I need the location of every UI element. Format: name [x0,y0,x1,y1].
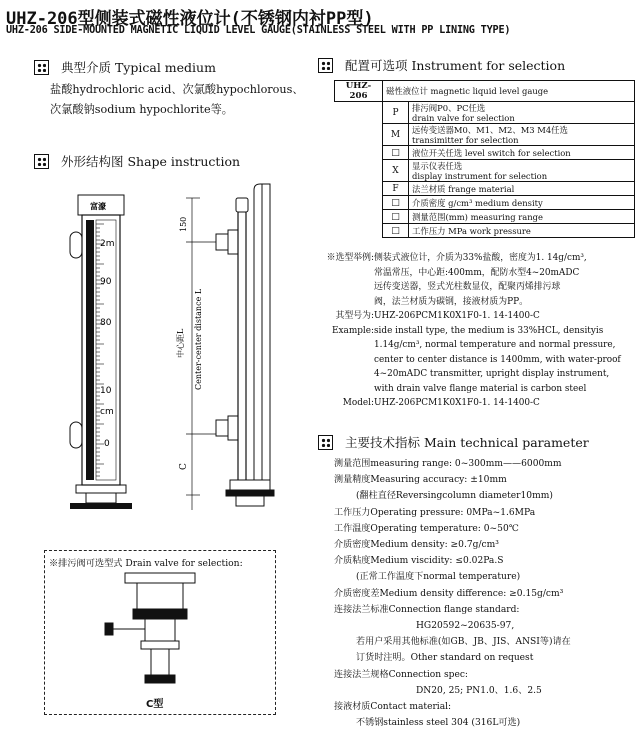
tech-param-line: 工作压力Operating pressure: 0MPa~1.6MPa [334,507,536,518]
typical-medium-heading [34,58,216,76]
tech-param-line: 接液材质Contact material: [334,702,452,713]
config-table [334,80,635,238]
selection-example [318,251,621,411]
shape-diagram [40,180,310,535]
example-en-line: 4~20mADC transmitter, upright display instrument, [374,369,610,379]
medium-line: 次氯酸钠sodium hypochlorite等。 [50,103,233,116]
tech-param-line: 工作温度Operating temperature: 0~50℃ [334,523,519,534]
option-desc: 液位开关任选 level switch for selection [409,146,635,160]
page-title: UHZ-206型侧装式磁性液位计(不锈钢内衬PP型) [6,9,374,29]
option-line: transimitter for selection [412,134,519,145]
option-desc: 介质密度 g/cm³ medium density [409,196,635,210]
example-line: 远传变送器，竖式光柱数显仪，配聚丙烯排污球 [374,282,561,292]
section-bullet-icon [318,435,333,450]
dimension-top: 150 [179,216,188,232]
option-code: P [383,102,409,124]
tech-param-line: DN20, 25; PN1.0、1.6、2.5 [416,685,542,696]
tech-param-line: (正常工作温度下normal temperature) [356,572,521,583]
gauge-scale-label: 80 [100,318,112,328]
model-label: Model: [342,398,374,408]
drain-valve-diagram [105,569,215,691]
tech-parameters [334,456,571,731]
code-label: 其型号为: [335,311,374,321]
medium-line: 盐酸hydrochloric acid、次氯酸hypochlorous、 [50,83,304,96]
tech-param-line: 介质密度Medium density: ≥0.7g/cm³ [334,540,499,551]
example-label: ※选型举例: [326,253,374,263]
option-line: 远传变送器M0、M1、M2、M3 M4任选 [412,124,568,135]
tech-param-line: 若用户采用其他标准(如GB、JB、JIS、ANSI等)请在 [356,637,571,648]
gauge-scale-label: cm [100,407,114,417]
gauge-scale-label: 0 [104,439,110,449]
option-desc: 测量范围(mm) measuring range [409,210,635,224]
option-desc: 工作压力 MPa work pressure [409,224,635,238]
drain-valve-type-label: C型 [146,699,164,710]
section-bullet-icon [318,58,333,73]
config-title: 配置可选项 Instrument for selection [345,58,566,73]
tech-heading [318,433,589,451]
tech-title: 主要技术指标 Main technical parameter [345,435,589,450]
gauge-scale-label: 2m [100,239,115,249]
option-code: F [383,182,409,196]
dimension-center-en: Center-center distance L [194,288,203,390]
option-line: drain valve for selection [412,112,515,123]
table-row [335,102,635,124]
section-bullet-icon [34,154,49,169]
typical-medium-title: 典型介质 Typical medium [61,60,216,75]
option-line: display instrument for selection [412,170,548,181]
typical-medium-text [50,80,304,120]
model-code-en: UHZ-206PCM1K0X1F0-1. 14-1400-C [374,398,540,408]
option-line: 排污阀P0、PC任选 [412,102,486,113]
tech-param-line: 订货时注明。Other standard on request [356,653,534,664]
model-desc-cell: 磁性液位计 magnetic liquid level gauge [383,81,635,102]
example-en-line: side install type, the medium is 33%HCL, densityis [374,325,604,336]
option-code: □ [383,224,409,238]
gauge-side-view [216,184,274,506]
tech-param-line: 测量范围measuring range: 0~300mm——6000mm [334,459,562,469]
option-desc: 法兰材质 frange material [409,182,635,196]
dimension-bottom: C [179,463,189,470]
example-line: 常温常压，中心距:400mm，配防水型4~20mADC [374,267,580,278]
gauge-brand-label: 富濠 [90,202,106,211]
tech-param-line: 连接法兰规格Connection spec: [334,669,468,680]
gauge-scale-label: 90 [100,277,112,287]
example-line: 阀，法兰材质为碳钢，接液材质为PP。 [374,296,528,307]
drain-valve-box [44,550,276,715]
example-en-line: center to center distance is 1400mm, with water-proof [374,354,621,365]
example-en-line: with drain valve flange material is carbon steel [374,383,587,394]
example-en-line: 1.14g/cm³, normal temperature and normal pressure, [374,340,616,350]
config-heading [318,56,565,74]
spacer-cell [335,102,383,238]
shape-heading [34,152,240,170]
page-subtitle: UHZ-206 SIDE-MOUNTED MAGNETIC LIQUID LEVEL GAUGE(STAINLESS STEEL WITH PP LINING TYPE) [6,25,511,36]
example-en-label: Example: [332,325,374,336]
tech-param-line: 介质密度差Medium density difference: ≥0.15g/cm³ [334,588,564,599]
option-desc [409,160,635,182]
option-desc [409,124,635,146]
tech-param-line: 测量精度Measuring accuracy: ±10mm [334,475,507,486]
tech-param-line: 不锈钢stainless steel 304 (316L可选) [356,718,521,729]
option-code: □ [383,196,409,210]
drain-valve-title: ※排污阀可选型式 Drain valve for selection: [49,558,243,569]
option-code: □ [383,146,409,160]
table-row [335,81,635,102]
tech-param-line: 介质粘度Medium viscidity: ≤0.02Pa.S [334,556,504,567]
example-line: 侧装式液位计，介质为33%盐酸，密度为1. 14g/cm³, [374,253,587,263]
option-code: □ [383,210,409,224]
tech-param-line: 连接法兰标准Connection flange standard: [334,604,520,615]
gauge-scale-label: 10 [100,386,112,396]
option-code: X [383,160,409,182]
dimension-center-zh: 中心距L [176,328,185,358]
tech-param-line: HG20592~20635-97, [416,621,515,632]
model-cell: UHZ-206 [335,81,383,102]
option-code: M [383,124,409,146]
tech-param-line: (翻柱直径Reversingcolumn diameter10mm) [356,491,553,502]
section-bullet-icon [34,60,49,75]
shape-title: 外形结构图 Shape instruction [61,154,241,169]
model-code: UHZ-206PCM1K0X1F0-1. 14-1400-C [374,311,540,321]
option-line: 显示仪表任选 [412,160,463,171]
option-desc [409,102,635,124]
